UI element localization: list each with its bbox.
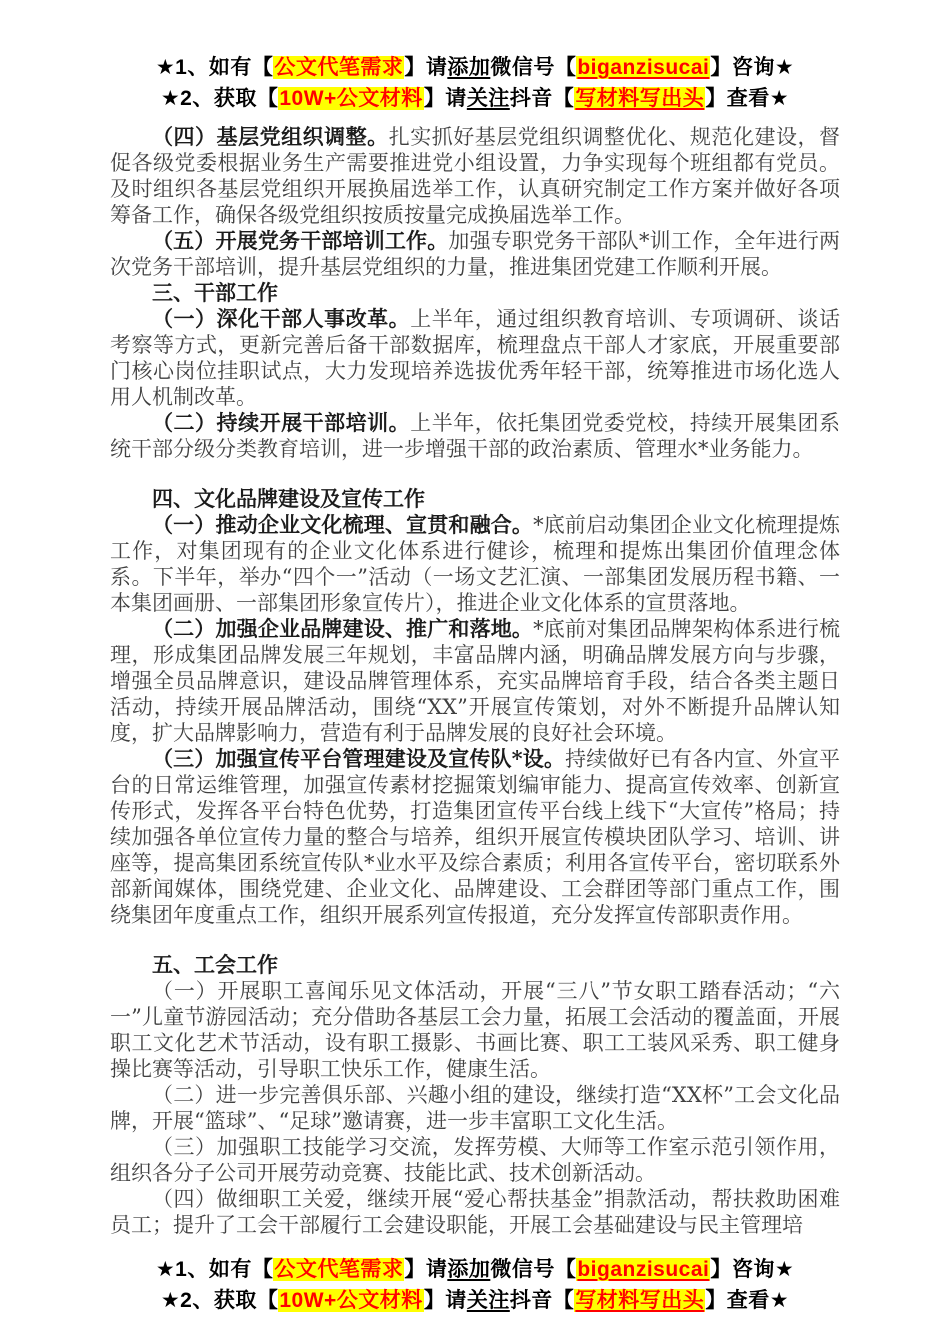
paragraph: （二）持续开展干部培训。上半年，依托集团党委党校，持续开展集团系统干部分级分类教育培训，进一步增强干部的政治素质、管理水*业务能力。 <box>110 410 841 461</box>
promo-text: 】请 <box>423 87 467 110</box>
promo-text: 】咨询★ <box>710 56 795 79</box>
paragraph-head: （一）深化干部人事改革。 <box>152 306 411 331</box>
paragraph: （二）加强企业品牌建设、推广和落地。*底前对集团品牌架构体系进行梳理，形成集团品牌发展三年规划，丰富品牌内涵，明确品牌发展方向与步骤，增强全员品牌意识，建设品牌管理体系，充实品牌培育手段，结合各类主题日活动，持续开展品牌活动，围绕“XX”开展宣传策划，对外不断提升品牌认知度，扩大品牌影响力，营造有利于品牌发展的良好社会环境。 <box>110 616 840 745</box>
promo-text: ★1、如有【 <box>155 1258 274 1281</box>
promo-banner-bottom <box>110 1254 840 1316</box>
paragraph: （五）开展党务干部培训工作。加强专职党务干部队*训工作，全年进行两次党务干部培训，提升基层党组织的力量，推进集团党建工作顺利开展。 <box>110 228 840 279</box>
promo-line-2 <box>110 1285 840 1316</box>
promo-text: 抖音【 <box>509 87 575 110</box>
paragraph: （一）推动企业文化梳理、宣贯和融合。*底前启动集团企业文化梳理提炼工作，对集团现有的企业文化体系进行健诊，梳理和提炼出集团价值理念体系。下半年，举办“四个一”活动（一场文艺汇演、一部集团发展历程书籍、一本集团画册、一部集团形象宣传片），推进企业文化体系的宣贯落地。 <box>110 512 840 615</box>
paragraph: （一）深化干部人事改革。上半年，通过组织教育培训、专项调研、谈话考察等方式，更新完善后备干部数据库，梳理盘点干部人才家底，开展重要部门核心岗位挂职试点，大力发现培养选拔优秀年轻干部，统筹推进市场化选人用人机制改革。 <box>110 306 841 409</box>
promo-text: 】查看★ <box>705 87 790 110</box>
paragraph: （三）加强职工技能学习交流，发挥劳模、大师等工作室示范引领作用，组织各分子公司开展劳动竞赛、技能比武、技术创新活动。 <box>110 1135 840 1185</box>
paragraph: （四）做细职工关爱，继续开展“爱心帮扶基金”捐款活动，帮扶救助困难员工；提升了工会干部履行工会建设职能，开展工会基础建设与民主管理培 <box>110 1187 840 1237</box>
paragraph-head: （四）基层党组织调整。 <box>152 124 389 149</box>
section-heading <box>110 486 840 512</box>
promo-text: 】请 <box>404 56 448 79</box>
promo-text: 抖音【 <box>509 1289 575 1312</box>
promo-text: ★2、获取【 <box>160 87 279 110</box>
paragraph-head: （二）加强企业品牌建设、推广和落地。 <box>152 616 534 641</box>
promo-highlight-text: 写材料写出头 <box>575 87 705 110</box>
paragraph: （二）进一步完善俱乐部、兴趣小组的建设，继续打造“XX杯”工会文化品牌，开展“篮球”、“足球”邀请赛，进一步丰富职工文化生活。 <box>110 1083 840 1133</box>
promo-highlight-text: 公文代笔需求 <box>274 56 404 79</box>
paragraph: （四）基层党组织调整。扎实抓好基层党组织调整优化、规范化建设，督促各级党委根据业务生产需要推进党小组设置，力争实现每个班组都有党员。及时组织各基层党组织开展换届选举工作，认真研究制定工作方案并做好各项筹备工作，确保各级党组织按质按量完成换届选举工作。 <box>110 124 841 227</box>
paragraph-head: （三）加强宣传平台管理建设及宣传队*设。 <box>152 746 566 771</box>
section-heading <box>110 280 840 306</box>
promo-text: ★1、如有【 <box>155 56 274 79</box>
promo-line-1 <box>110 52 840 83</box>
paragraph-head: （一）推动企业文化梳理、宣贯和融合。 <box>152 512 534 537</box>
promo-highlight-text: 10W+公文材料 <box>279 87 423 110</box>
promo-text: 关注 <box>466 87 510 110</box>
promo-highlight-text: 公文代笔需求 <box>274 1258 404 1281</box>
promo-highlight-text: biganzisucai <box>577 56 710 79</box>
promo-text: 】请 <box>423 1289 467 1312</box>
paragraph: （一）开展职工喜闻乐见文体活动，开展“三八”节女职工踏春活动；“六一”儿童节游园活动；充分借助各基层工会力量，拓展工会活动的覆盖面，开展职工文化艺术节活动，设有职工摄影、书画比赛、职工工装风采秀、职工健身操比赛等活动，引导职工快乐工作，健康生活。 <box>110 979 840 1081</box>
paragraph-head: 五、工会工作 <box>152 952 278 977</box>
promo-line-1 <box>110 1254 840 1285</box>
promo-text: 添加 <box>447 1258 491 1281</box>
promo-text: ★2、获取【 <box>160 1289 279 1312</box>
section-heading <box>110 952 840 978</box>
promo-banner-top <box>110 52 840 114</box>
paragraph: （三）加强宣传平台管理建设及宣传队*设。持续做好已有各内宣、外宣平台的日常运维管理，加强宣传素材挖掘策划编审能力、提高宣传效率、创新宣传形式，发挥各平台特色优势，打造集团宣传平台线上线下“大宣传”格局；持续加强各单位宣传力量的整合与培养，组织开展宣传模块团队学习、培训、讲座等，提高集团系统宣传队*业水平及综合素质；利用各宣传平台，密切联系外部新闻媒体，围绕党建、企业文化、品牌建设、工会群团等部门重点工作，围绕集团年度重点工作，组织开展系列宣传报道，充分发挥宣传部职责作用。 <box>110 746 841 927</box>
promo-text: 关注 <box>466 1289 510 1312</box>
paragraph-head: （五）开展党务干部培训工作。 <box>152 228 449 253</box>
promo-text: 微信号【 <box>490 1258 577 1281</box>
promo-highlight-text: 写材料写出头 <box>575 1289 705 1312</box>
promo-text: 微信号【 <box>490 56 577 79</box>
paragraph-head: 三、干部工作 <box>152 280 278 305</box>
document-body <box>110 124 840 1238</box>
paragraph-head: （二）持续开展干部培训。 <box>152 410 411 435</box>
promo-highlight-text: 10W+公文材料 <box>279 1289 423 1312</box>
paragraph-head: 四、文化品牌建设及宣传工作 <box>152 486 425 511</box>
promo-text: 】查看★ <box>705 1289 790 1312</box>
promo-line-2 <box>110 83 840 114</box>
promo-text: 添加 <box>447 56 491 79</box>
promo-highlight-text: biganzisucai <box>577 1258 710 1281</box>
promo-text: 】咨询★ <box>710 1258 795 1281</box>
promo-text: 】请 <box>404 1258 448 1281</box>
